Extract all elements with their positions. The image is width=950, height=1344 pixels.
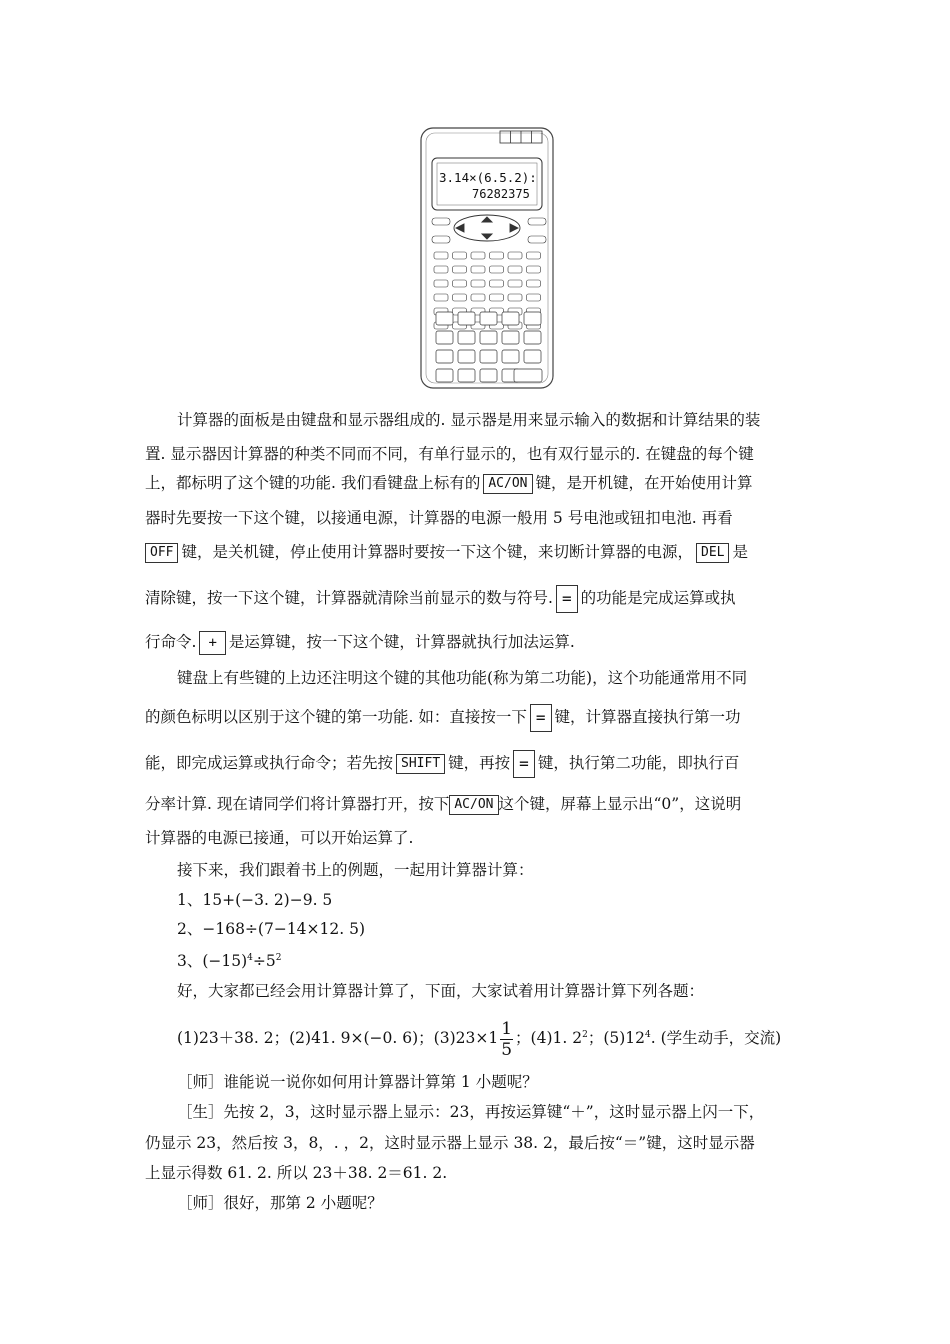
- text: 键，执行第二功能，即执行百: [537, 754, 740, 772]
- function-key: [508, 294, 522, 301]
- paragraph-1-line-6: [145, 585, 736, 613]
- number-key: [502, 350, 519, 363]
- function-key: [508, 266, 522, 273]
- student-answer-line-1: ［生］先按 2，3，这时显示器上显示：23，再按运算键“＋”，这时显示器上闪一下，: [177, 1103, 765, 1121]
- text: 这个键，屏幕上显示出“0”，这说明: [498, 795, 742, 813]
- number-key: [458, 350, 475, 363]
- function-key: [471, 280, 485, 287]
- function-key: [490, 252, 504, 259]
- teacher-question-2: ［师］很好，那第 2 小题呢？: [177, 1194, 383, 1212]
- function-key: [471, 294, 485, 301]
- text: ÷5: [252, 952, 276, 971]
- text: 清除键，按一下这个键，计算器就清除当前显示的数与符号.: [145, 589, 553, 607]
- function-key: [528, 236, 546, 243]
- function-key: [453, 266, 467, 273]
- paragraph-2-line-4: [145, 794, 741, 815]
- examples-intro: 接下来，我们跟着书上的例题，一起用计算器计算：: [177, 861, 534, 879]
- function-key: [453, 252, 467, 259]
- text: 能，即完成运算或执行命令；若先按: [145, 754, 394, 772]
- shift-key: SHIFT: [396, 754, 445, 774]
- text: 分率计算. 现在请同学们将计算器打开，按下: [145, 795, 450, 813]
- number-key: [524, 350, 541, 363]
- display-line-1: 3.14×(6.5.2):: [439, 170, 537, 185]
- navigation-pad-icon: [454, 215, 520, 241]
- text: 3、(−15): [177, 952, 248, 971]
- number-key: [502, 312, 519, 325]
- text: 是运算键，按一下这个键，计算器就执行加法运算.: [228, 633, 575, 651]
- exponent: 4: [645, 1030, 651, 1040]
- function-key: [453, 280, 467, 287]
- number-key: [458, 369, 475, 382]
- text: 的颜色标明以区别于这个键的第一功能. 如：直接按一下: [145, 708, 527, 726]
- text: 键，再按: [448, 754, 511, 772]
- paragraph-2-line-2: [145, 704, 741, 732]
- equals-key: =: [530, 704, 552, 732]
- function-key: [471, 266, 485, 273]
- number-key: [524, 331, 541, 344]
- fraction: [500, 1019, 513, 1060]
- exponent: 2: [275, 953, 282, 963]
- text: ；(5)12: [587, 1029, 645, 1048]
- number-key: [480, 350, 497, 363]
- number-key: [524, 312, 541, 325]
- display-line-2: 76282375: [472, 187, 530, 201]
- number-key: [458, 312, 475, 325]
- exercise-intro: 好，大家都已经会用计算器计算了，下面，大家试着用计算器计算下列各题：: [177, 982, 705, 1000]
- function-key: [527, 266, 541, 273]
- text: 行命令.: [145, 633, 197, 651]
- teacher-question-1: ［师］谁能说一说你如何用计算器计算第 1 小题呢？: [177, 1073, 538, 1091]
- text: ；(4)1. 2: [515, 1029, 583, 1048]
- function-key: [434, 280, 448, 287]
- function-key: [508, 280, 522, 287]
- number-key: [458, 331, 475, 344]
- paragraph-1-line-4: 器时先要按一下这个键，以接通电源，计算器的电源一般用 5 号电池或钮扣电池. 再看: [145, 509, 733, 527]
- number-key: [480, 369, 497, 382]
- function-key: [453, 294, 467, 301]
- function-key: [527, 280, 541, 287]
- paragraph-1-line-2: 置. 显示器因计算器的种类不同而不同，有单行显示的，也有双行显示的. 在键盘的每个键: [145, 445, 754, 463]
- paragraph-2-line-5: 计算器的电源已接通，可以开始运算了.: [145, 829, 414, 847]
- paragraph-2-line-3: [145, 750, 739, 778]
- exercise-list: [177, 1012, 781, 1058]
- function-key: [434, 294, 448, 301]
- del-key: DEL: [696, 543, 729, 563]
- number-key: [480, 312, 497, 325]
- text: 上，都标明了这个键的功能. 我们看键盘上标有的: [145, 474, 481, 492]
- text: 键，是开机键，在开始使用计算: [535, 474, 753, 492]
- number-key: [436, 369, 453, 382]
- fraction-denominator: 5: [501, 1039, 513, 1060]
- text: . (学生动手，交流): [650, 1029, 782, 1048]
- acon-key: AC/ON: [449, 795, 498, 815]
- fraction-numerator: 1: [501, 1018, 513, 1039]
- example-3: [177, 948, 282, 971]
- number-key: [502, 331, 519, 344]
- off-key: OFF: [145, 543, 178, 563]
- function-key: [434, 252, 448, 259]
- plus-key: +: [199, 631, 225, 655]
- text: 键，计算器直接执行第一功: [554, 708, 741, 726]
- function-key: [432, 218, 450, 225]
- equals-key: =: [513, 750, 535, 778]
- number-key: [436, 312, 453, 325]
- text: 是: [732, 543, 748, 561]
- equals-key: =: [556, 585, 578, 613]
- function-key: [471, 252, 485, 259]
- number-key: [436, 350, 453, 363]
- function-key: [434, 266, 448, 273]
- paragraph-1-line-1: 计算器的面板是由键盘和显示器组成的. 显示器是用来显示输入的数据和计算结果的装: [177, 411, 761, 429]
- function-key: [490, 266, 504, 273]
- paragraph-1-line-3: [145, 473, 753, 494]
- function-key: [527, 294, 541, 301]
- number-key: [436, 331, 453, 344]
- mixed-number-whole: 1: [488, 1029, 499, 1048]
- text: (1)23＋38. 2；(2)41. 9×(−0. 6)；(3)23×: [177, 1029, 489, 1048]
- function-key: [432, 236, 450, 243]
- equals-key: [514, 369, 542, 382]
- calculator-illustration: [418, 125, 556, 391]
- function-key: [527, 252, 541, 259]
- function-key: [490, 280, 504, 287]
- acon-key: AC/ON: [483, 474, 532, 494]
- student-answer-line-2: 仍显示 23，然后按 3，8，. ，2，这时显示器上显示 38. 2，最后按“＝”键，这时显示器: [145, 1134, 755, 1152]
- function-key: [490, 294, 504, 301]
- paragraph-2-line-1: 键盘上有些键的上边还注明这个键的其他功能(称为第二功能)，这个功能通常用不同: [177, 669, 748, 687]
- example-2: 2、−168÷(7−14×12. 5): [177, 920, 366, 938]
- exponent: 2: [582, 1030, 588, 1040]
- function-key: [508, 252, 522, 259]
- text: 的功能是完成运算或执: [580, 589, 736, 607]
- text: 键，是关机键，停止使用计算器时要按一下这个键，来切断计算器的电源，: [181, 543, 693, 561]
- paragraph-1-line-5: [145, 542, 748, 563]
- function-key: [528, 218, 546, 225]
- exponent: 4: [247, 953, 253, 963]
- number-key: [480, 331, 497, 344]
- paragraph-1-line-7: [145, 631, 575, 655]
- student-answer-line-3: 上显示得数 61. 2. 所以 23＋38. 2＝61. 2.: [145, 1164, 448, 1182]
- example-1: 1、15+(−3. 2)−9. 5: [177, 891, 333, 909]
